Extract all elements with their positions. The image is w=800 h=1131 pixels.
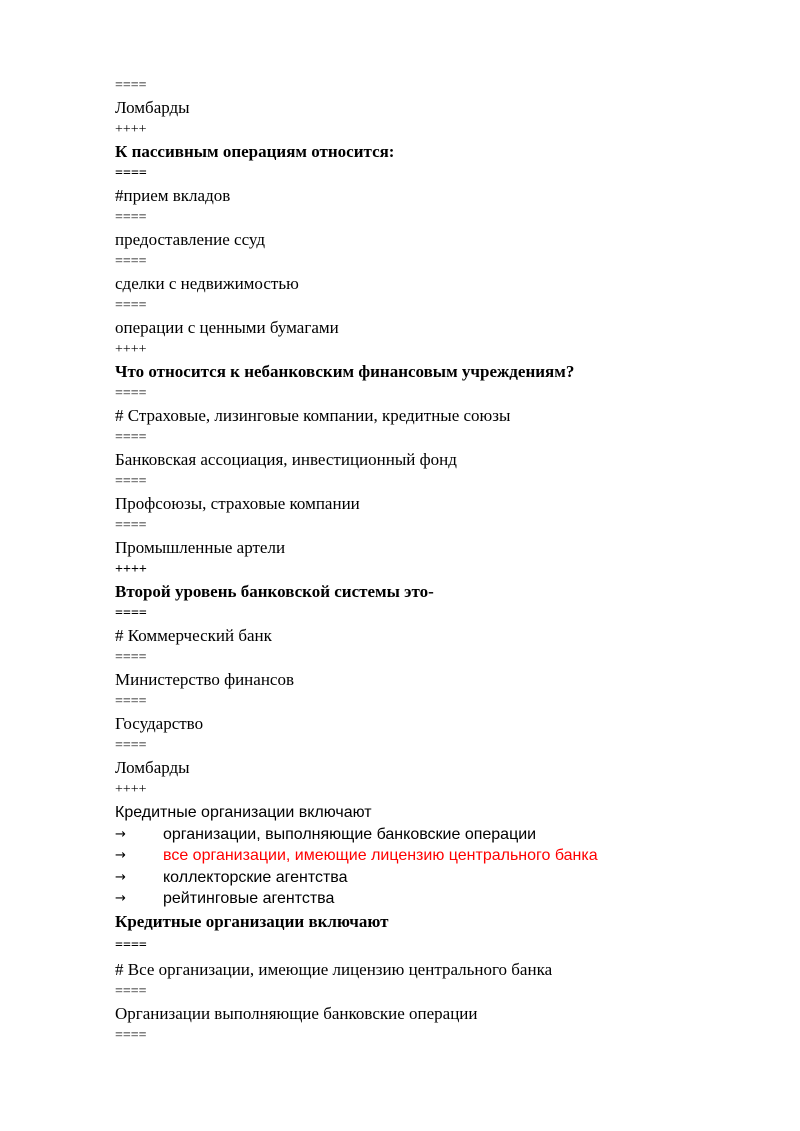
separator: ==== bbox=[115, 983, 147, 999]
option-text: все организации, имеющие лицензию центрального банка bbox=[163, 847, 598, 864]
separator: ==== bbox=[115, 937, 147, 953]
answer-line: Профсоюзы, страховые компании bbox=[115, 494, 360, 513]
arrow-icon: → bbox=[115, 891, 126, 906]
option-row bbox=[115, 888, 755, 910]
separator: ==== bbox=[115, 474, 147, 489]
separator: ==== bbox=[115, 430, 147, 445]
separator: ==== bbox=[115, 166, 147, 181]
separator: ==== bbox=[115, 78, 147, 93]
answer-line: Промышленные артели bbox=[115, 538, 286, 557]
separator: ==== bbox=[115, 386, 147, 401]
answer-line: Ломбарды bbox=[115, 758, 190, 777]
separator: ==== bbox=[115, 1027, 147, 1043]
separator: ==== bbox=[115, 694, 147, 709]
question-title: Кредитные организации включают bbox=[115, 804, 372, 821]
answer-line: Государство bbox=[115, 714, 204, 733]
option-row bbox=[115, 824, 755, 846]
separator: ==== bbox=[115, 518, 147, 533]
answer-line: #прием вкладов bbox=[115, 186, 231, 205]
option-text: организации, выполняющие банковские операции bbox=[163, 825, 537, 843]
option-row-highlighted bbox=[115, 845, 755, 867]
answer-line: # Коммерческий банк bbox=[115, 626, 272, 645]
answer-line: предоставление ссуд bbox=[115, 230, 265, 249]
separator: ==== bbox=[115, 650, 147, 665]
end-marker: ++++ bbox=[115, 782, 147, 797]
answer-line: # Страховые, лизинговые компании, кредитные союзы bbox=[115, 406, 511, 425]
option-row bbox=[115, 867, 755, 889]
question-title: Что относится к небанковским финансовым учреждениям? bbox=[115, 362, 575, 381]
document-page bbox=[115, 76, 755, 1046]
end-marker: ++++ bbox=[115, 342, 147, 357]
separator: ==== bbox=[115, 738, 147, 753]
separator: ==== bbox=[115, 210, 147, 225]
separator: ==== bbox=[115, 606, 147, 621]
arrow-icon: → bbox=[115, 848, 126, 863]
answer-line: Ломбарды bbox=[115, 98, 190, 117]
answer-line: Организации выполняющие банковские операции bbox=[115, 1003, 478, 1023]
answer-line: операции с ценными бумагами bbox=[115, 318, 339, 337]
question-title: Кредитные организации включают bbox=[115, 911, 389, 931]
end-marker: ++++ bbox=[115, 122, 147, 137]
option-text: коллекторские агентства bbox=[163, 868, 348, 886]
separator: ==== bbox=[115, 298, 147, 313]
option-text: рейтинговые агентства bbox=[163, 890, 335, 907]
arrow-icon: → bbox=[115, 826, 126, 842]
answer-line: Министерство финансов bbox=[115, 670, 294, 689]
end-marker: ++++ bbox=[115, 562, 147, 577]
answer-line: # Все организации, имеющие лицензию центрального банка bbox=[115, 959, 553, 979]
answer-line: сделки с недвижимостью bbox=[115, 274, 299, 293]
answer-line: Банковская ассоциация, инвестиционный фонд bbox=[115, 450, 457, 469]
question-title: К пассивным операциям относится: bbox=[115, 142, 395, 161]
arrow-icon: → bbox=[115, 869, 126, 885]
question-title: Второй уровень банковской системы это- bbox=[115, 582, 434, 601]
separator: ==== bbox=[115, 254, 147, 269]
